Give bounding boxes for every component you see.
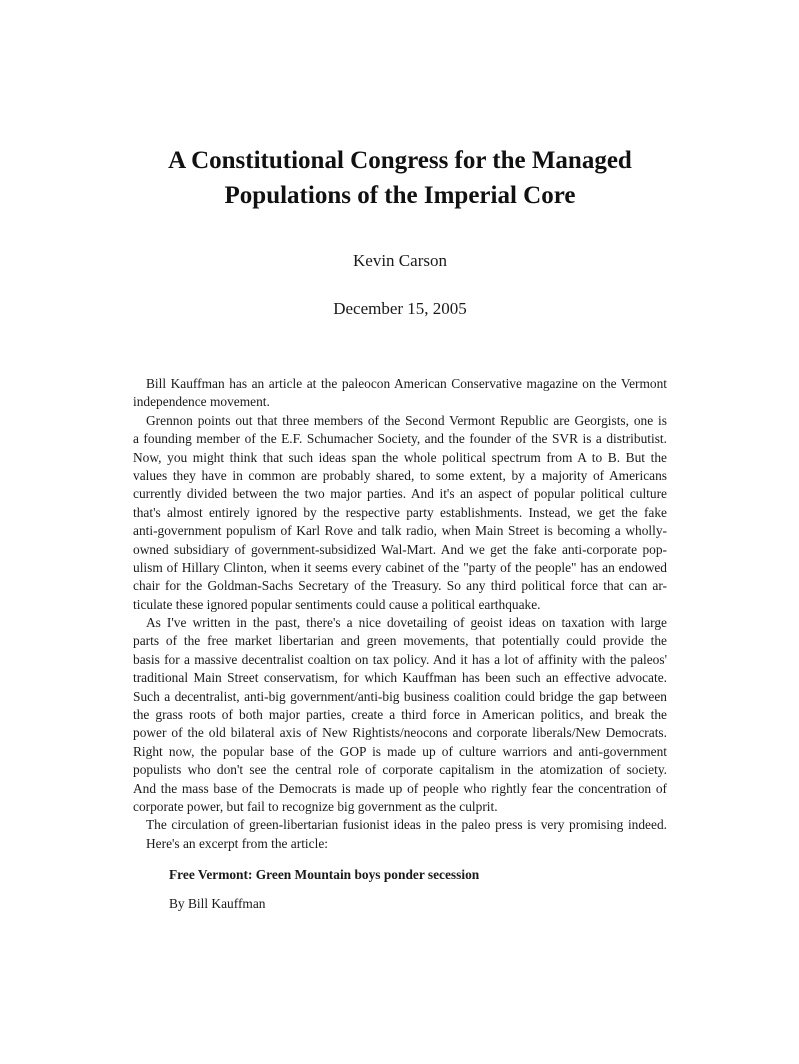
title-line: Populations of the Imperial Core [224, 182, 576, 209]
quoted-excerpt [169, 866, 669, 913]
text-line: the grass roots of both major parties, create a third force in American politics, and break the [133, 707, 667, 723]
text-line: As I've written in the past, there's a nice dovetailing of geoist ideas on taxation with large [146, 615, 667, 631]
text-line: Bill Kauffman has an article at the paleocon American Conservative magazine on the Vermont [146, 376, 667, 391]
text-line: independence movement. [133, 394, 270, 410]
text-line: chair for the Goldman-Sachs Secretary of the Treasury. So any third political force that can ar- [133, 578, 667, 594]
text-line: parts of the free market libertarian and green movements, that potentially could provide the [133, 633, 667, 649]
title-line: A Constitutional Congress for the Managed [168, 147, 632, 174]
text-line: Grennon points out that three members of the Second Vermont Republic are Georgists, one is [146, 412, 667, 428]
document-body [133, 375, 667, 853]
excerpt-byline: By Bill Kauffman [169, 896, 266, 911]
paragraph-3 [133, 614, 667, 816]
text-line: currently divided between the two major parties. And it's an aspect of popular political culture [133, 486, 667, 502]
text-line: Such a decentralist, anti-big government/anti-big business coalition could bridge the gap between [133, 688, 667, 704]
text-line: ticulate these ignored popular sentiments could cause a political earthquake. [133, 596, 541, 612]
text-line: owned subsidiary of government-subsidized Wal-Mart. And we get the fake anti-corporate pop- [133, 541, 667, 557]
text-line: traditional Main Street conservatism, for which Kauffman has been such an effective advocate. [133, 670, 667, 686]
text-line: power of the old bilateral axis of New Rightists/neocons and corporate liberals/New Democrats. [133, 725, 667, 741]
document-date: December 15, 2005 [333, 299, 467, 318]
text-line: anti-government populism of Karl Rove and talk radio, when Main Street is becoming a wholly- [133, 523, 667, 539]
text-line: And the mass base of the Democrats is made up of people who rightly fear the concentration of [133, 780, 667, 796]
document-author: Kevin Carson [353, 251, 447, 270]
text-line: Now, you might think that such ideas span the whole political spectrum from A to B. But the [133, 449, 667, 465]
text-line: Here's an excerpt from the article: [146, 835, 328, 851]
text-line: ulism of Hillary Clinton, when it seems every cabinet of the "party of the people" has an endowed [133, 559, 667, 575]
text-line: Right now, the popular base of the GOP is made up of culture warriors and anti-government [133, 743, 667, 759]
text-line: populists who don't see the central role of corporate capitalism in the atomization of society. [133, 762, 667, 778]
text-line: that's almost entirely ignored by the respective party establishments. Instead, we get the fake [133, 504, 667, 520]
document-title [100, 143, 700, 213]
text-line: The circulation of green-libertarian fusionist ideas in the paleo press is very promising indeed. [146, 817, 667, 833]
text-line: basis for a massive decentralist coaltion on tax policy. And it has a lot of affinity with the paleos' [133, 651, 667, 667]
paragraph-4 [133, 816, 667, 853]
excerpt-title: Free Vermont: Green Mountain boys ponder secession [169, 867, 480, 882]
text-line: a founding member of the E.F. Schumacher Society, and the founder of the SVR is a distributist. [133, 431, 667, 447]
text-line: corporate power, but fail to recognize big government as the culprit. [133, 798, 498, 814]
paragraph-2 [133, 412, 667, 614]
text-line: values they have in common are probably shared, to some extent, by a majority of Americans [133, 467, 667, 483]
paragraph-1 [133, 375, 667, 412]
